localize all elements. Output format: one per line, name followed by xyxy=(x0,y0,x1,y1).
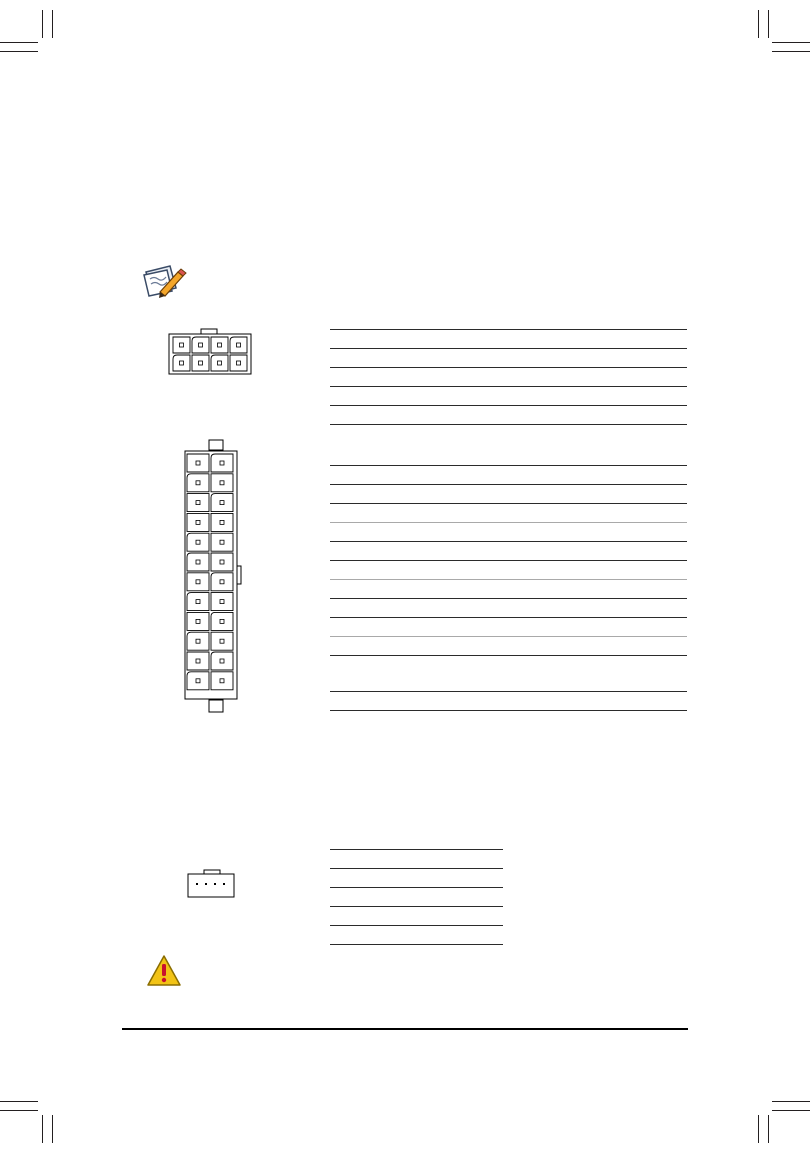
connector-pin-contact xyxy=(220,560,224,564)
connector-pin-contact xyxy=(196,461,200,465)
atx12v-pin-table xyxy=(330,329,687,425)
connector-pin-contact xyxy=(220,501,224,505)
connector-pin-contact xyxy=(218,343,222,347)
connector-pin-contact xyxy=(237,343,241,347)
atx12v-connector-diagram xyxy=(165,326,255,376)
connector-pin-contact xyxy=(220,580,224,584)
connector-pin-contact xyxy=(196,580,200,584)
connector-pin-contact xyxy=(199,361,203,365)
atx-connector-diagram xyxy=(180,436,242,718)
warning-exclamation-icon xyxy=(146,954,182,988)
connector-pin-contact xyxy=(196,659,200,663)
connector-pin-contact xyxy=(218,361,222,365)
connector-pin-contact xyxy=(196,540,200,544)
connector-pin-contact xyxy=(196,679,200,683)
connector-pin-contact xyxy=(196,639,200,643)
connector-pin-contact xyxy=(180,361,184,365)
connector-pin-contact xyxy=(196,619,200,623)
connector-pin-contact xyxy=(220,600,224,604)
connector-pin-contact xyxy=(220,481,224,485)
note-pencil-icon xyxy=(140,262,188,300)
connector-pin-contact xyxy=(196,600,200,604)
footer-rule xyxy=(122,1028,688,1030)
fan-connector-diagram xyxy=(186,866,236,900)
connector-pin-contact xyxy=(220,461,224,465)
connector-pin-contact xyxy=(196,520,200,524)
connector-pin-contact xyxy=(220,679,224,683)
connector-pin-contact xyxy=(220,540,224,544)
connector-pin-contact xyxy=(237,361,241,365)
atx-pin-table xyxy=(330,465,687,711)
connector-pin-contact xyxy=(220,520,224,524)
connector-pin-contact xyxy=(180,343,184,347)
connector-pin-contact xyxy=(196,501,200,505)
connector-pin-contact xyxy=(220,619,224,623)
fan-pin-table xyxy=(330,849,503,945)
connector-pin-contact xyxy=(220,639,224,643)
connector-pin-contact xyxy=(196,560,200,564)
connector-pin-contact xyxy=(196,481,200,485)
connector-pin-contact xyxy=(220,659,224,663)
connector-pin-contact xyxy=(199,343,203,347)
